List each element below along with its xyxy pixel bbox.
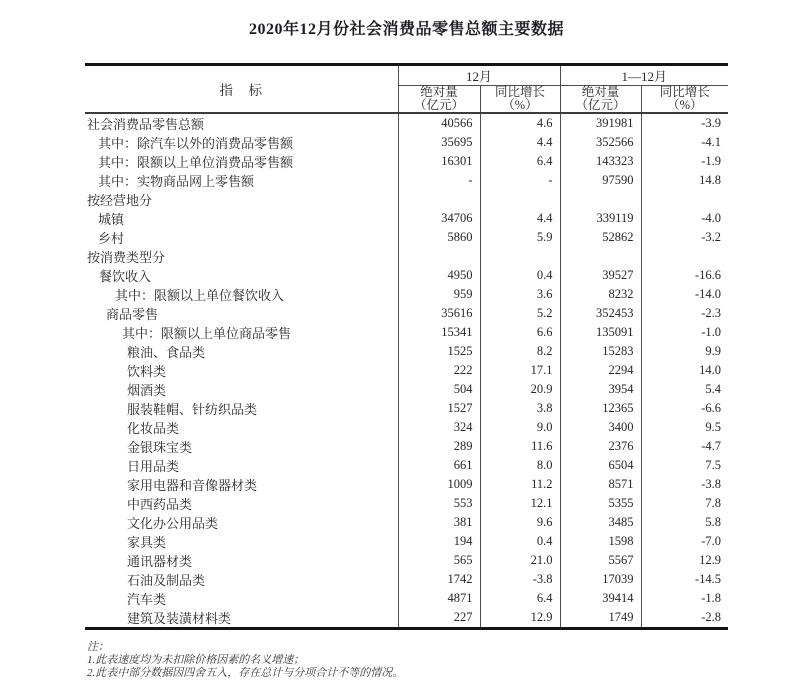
footnote-line-1: 1.此表速度均为未扣除价格因素的名义增速； [87,654,305,666]
table-row [85,437,728,456]
value-cell: - [398,171,480,190]
table-row [85,608,728,629]
value-cell: 8232 [560,285,641,304]
indicator-label: 商品零售 [106,307,159,322]
footnote-line-2: 2.此表中部分数据因四舍五入，存在总计与分项合计不等的情况。 [87,667,404,679]
column-header-ytd-yoy-growth [641,86,728,114]
value-cell: 17.1 [480,361,560,380]
value-cell: 1527 [398,399,480,418]
indicator-label: 文化办公用品类 [127,516,219,531]
value-cell: -2.3 [641,304,728,323]
value-cell: -4.7 [641,437,728,456]
footnotes [87,641,800,680]
value-cell: 3485 [560,513,641,532]
value-cell: 352453 [560,304,641,323]
indicator-label: 城镇 [98,212,125,227]
value-cell: 959 [398,285,480,304]
value-cell: 6.4 [480,152,560,171]
value-cell: -7.0 [641,532,728,551]
value-cell [398,247,480,266]
value-cell: -14.5 [641,570,728,589]
value-cell: -6.6 [641,399,728,418]
value-cell: 14.8 [641,171,728,190]
column-group-december: 12月 [398,65,560,86]
value-cell [560,247,641,266]
value-cell: 12.9 [480,608,560,629]
footnote-label: 注： [87,641,109,653]
table-row [85,551,728,570]
header-group-row [85,65,728,86]
indicator-label: 金银珠宝类 [127,440,193,455]
value-cell: 15283 [560,342,641,361]
value-cell [560,190,641,209]
indicator-label: 乡村 [98,231,125,246]
table-body [85,113,728,629]
indicator-label: 石油及制品类 [127,573,206,588]
value-cell: 1598 [560,532,641,551]
value-cell: -2.8 [641,608,728,629]
value-cell: 3.8 [480,399,560,418]
value-cell: 15341 [398,323,480,342]
value-cell: 39527 [560,266,641,285]
value-cell: 391981 [560,113,641,133]
value-cell: 381 [398,513,480,532]
value-cell: 2294 [560,361,641,380]
value-cell: -3.8 [480,570,560,589]
value-cell: 8571 [560,475,641,494]
value-cell: 35695 [398,133,480,152]
table-row [85,209,728,228]
value-cell: 2376 [560,437,641,456]
table-row [85,589,728,608]
table-row [85,152,728,171]
value-cell: 9.6 [480,513,560,532]
column-header-line: 同比增长 [659,85,710,99]
table-row [85,513,728,532]
indicator-label: 其中：限额以上单位消费品零售额 [98,155,294,170]
value-cell: 1749 [560,608,641,629]
value-cell: -3.9 [641,113,728,133]
value-cell: 222 [398,361,480,380]
value-cell: 6.4 [480,589,560,608]
value-cell: 14.0 [641,361,728,380]
value-cell: -1.0 [641,323,728,342]
indicator-label: 通讯器材类 [127,554,193,569]
value-cell: 553 [398,494,480,513]
value-cell: 3954 [560,380,641,399]
value-cell: 5567 [560,551,641,570]
value-cell: 4950 [398,266,480,285]
value-cell: 661 [398,456,480,475]
value-cell: 0.4 [480,532,560,551]
column-header-ytd-absolute [560,86,641,114]
value-cell: 5.8 [641,513,728,532]
indicator-label: 其中：除汽车以外的消费品零售额 [98,136,294,151]
value-cell: 97590 [560,171,641,190]
value-cell: -3.8 [641,475,728,494]
value-cell: 5355 [560,494,641,513]
indicator-label: 按消费类型分 [87,250,166,265]
indicator-label: 汽车类 [127,592,167,607]
value-cell: 12365 [560,399,641,418]
value-cell: 12.1 [480,494,560,513]
value-cell: - [480,171,560,190]
value-cell: 35616 [398,304,480,323]
value-cell: 324 [398,418,480,437]
indicator-label: 建筑及装潢材料类 [127,611,232,626]
value-cell: 16301 [398,152,480,171]
value-cell: -1.9 [641,152,728,171]
indicator-label: 其中：实物商品网上零售额 [98,174,255,189]
table-row [85,399,728,418]
value-cell: 227 [398,608,480,629]
value-cell: 12.9 [641,551,728,570]
table-row [85,570,728,589]
indicator-label: 粮油、食品类 [127,345,206,360]
value-cell: 5.4 [641,380,728,399]
table-row [85,266,728,285]
value-cell: 143323 [560,152,641,171]
table-row [85,285,728,304]
data-table [85,63,728,630]
column-header-line: 绝对量 [420,85,458,99]
value-cell: -4.0 [641,209,728,228]
table-row [85,304,728,323]
value-cell: 20.9 [480,380,560,399]
value-cell: 289 [398,437,480,456]
value-cell: 339119 [560,209,641,228]
value-cell: 5.9 [480,228,560,247]
column-header-line: （亿元） [413,98,464,112]
value-cell: 39414 [560,589,641,608]
value-cell: 9.9 [641,342,728,361]
column-header-dec-absolute [398,86,480,114]
table-row [85,380,728,399]
indicator-label: 其中：限额以上单位餐饮收入 [115,288,285,303]
table-row [85,342,728,361]
page-title: 2020年12月份社会消费品零售总额主要数据 [248,21,564,38]
value-cell: 11.2 [480,475,560,494]
value-cell: -16.6 [641,266,728,285]
value-cell [641,190,728,209]
value-cell: -1.8 [641,589,728,608]
value-cell: 4.4 [480,209,560,228]
value-cell [480,190,560,209]
value-cell: 504 [398,380,480,399]
indicator-label: 餐饮收入 [99,269,152,284]
value-cell: 52862 [560,228,641,247]
indicator-label: 烟酒类 [127,383,167,398]
indicator-column-header: 指 标 [85,65,398,114]
value-cell: 3.6 [480,285,560,304]
value-cell: 40566 [398,113,480,133]
value-cell: 0.4 [480,266,560,285]
value-cell: 1525 [398,342,480,361]
table-row [85,418,728,437]
column-header-line: （%） [667,98,703,112]
value-cell: 8.2 [480,342,560,361]
table-row [85,323,728,342]
table-row [85,532,728,551]
value-cell [480,247,560,266]
value-cell: 5860 [398,228,480,247]
value-cell [398,190,480,209]
indicator-label: 家具类 [127,535,167,550]
table-row [85,456,728,475]
value-cell: 9.5 [641,418,728,437]
value-cell: 4871 [398,589,480,608]
value-cell: 6504 [560,456,641,475]
table-row [85,228,728,247]
value-cell: 17039 [560,570,641,589]
table-row [85,361,728,380]
value-cell: -4.1 [641,133,728,152]
indicator-label: 按经营地分 [87,193,153,208]
value-cell: 7.5 [641,456,728,475]
table-row [85,171,728,190]
value-cell: 8.0 [480,456,560,475]
indicator-label: 日用品类 [127,459,180,474]
value-cell: 1009 [398,475,480,494]
value-cell: 1742 [398,570,480,589]
table-row [85,133,728,152]
value-cell: 4.4 [480,133,560,152]
table-row [85,113,728,133]
value-cell: 565 [398,551,480,570]
value-cell: -14.0 [641,285,728,304]
value-cell: -3.2 [641,228,728,247]
table-row [85,475,728,494]
value-cell: 4.6 [480,113,560,133]
column-header-line: （亿元） [575,98,626,112]
value-cell: 34706 [398,209,480,228]
column-group-jan-to-dec: 1—12月 [560,65,728,86]
table-row [85,190,728,209]
column-header-line: 绝对量 [581,85,620,99]
value-cell: 7.8 [641,494,728,513]
indicator-label: 饮料类 [127,364,167,379]
table-row [85,247,728,266]
indicator-label: 化妆品类 [127,421,180,436]
indicator-label: 服装鞋帽、针纺织品类 [127,402,258,417]
indicator-label: 中西药品类 [127,497,193,512]
table-row [85,494,728,513]
value-cell [641,247,728,266]
value-cell: 194 [398,532,480,551]
value-cell: 5.2 [480,304,560,323]
column-header-dec-yoy-growth [480,86,560,114]
value-cell: 352566 [560,133,641,152]
indicator-label: 社会消费品零售总额 [87,117,205,132]
value-cell: 21.0 [480,551,560,570]
value-cell: 11.6 [480,437,560,456]
column-header-line: （%） [502,98,538,112]
column-header-line: 同比增长 [495,85,546,99]
value-cell: 9.0 [480,418,560,437]
value-cell: 135091 [560,323,641,342]
indicator-label: 家用电器和音像器材类 [127,478,258,493]
value-cell: 3400 [560,418,641,437]
indicator-label: 其中：限额以上单位商品零售 [122,326,292,341]
value-cell: 6.6 [480,323,560,342]
